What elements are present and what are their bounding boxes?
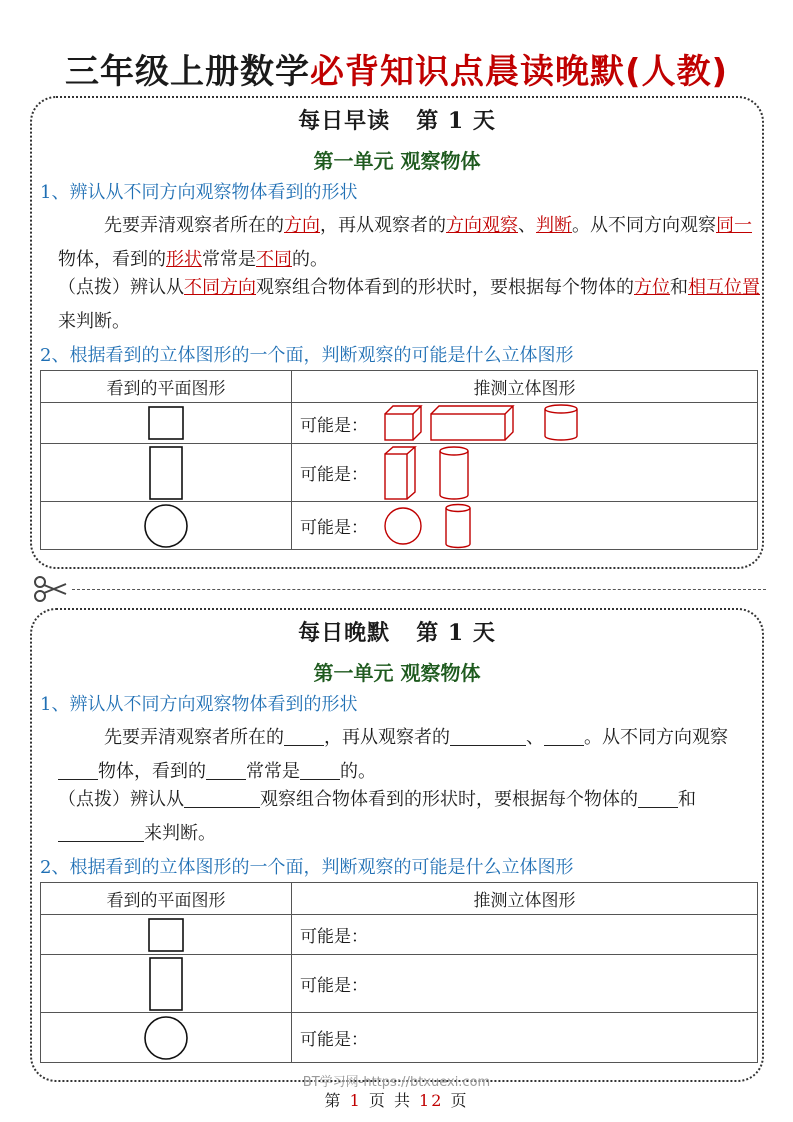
text: ，再从观察者的 — [324, 727, 450, 748]
title-red: 必背知识点晨读晚默(人教) — [309, 52, 729, 92]
morning-paragraph2 — [58, 271, 760, 339]
column-header: 推测立体图形 — [292, 371, 758, 403]
text: ，再从观察者的 — [320, 215, 446, 236]
rectangle-icon — [149, 446, 183, 500]
cube-icon — [383, 404, 423, 442]
evening-table — [40, 882, 758, 1063]
evening-section1: 1、辨认从不同方向观察物体看到的形状 — [40, 694, 358, 715]
answer-cell[interactable] — [292, 915, 758, 955]
answer: 形状 — [166, 249, 202, 270]
solid-cell — [292, 403, 758, 444]
answer: 相互位置 — [688, 277, 760, 298]
morning-paragraph1 — [58, 209, 760, 277]
evening-heading-a: 每日晚默 — [298, 620, 391, 646]
solid-cell — [292, 502, 758, 550]
morning-heading-a: 每日早读 — [298, 108, 391, 134]
solid-cell — [292, 444, 758, 502]
text: 的。 — [292, 249, 328, 270]
evening-card — [30, 608, 764, 1082]
circle-icon — [142, 1015, 190, 1061]
text: 先要弄清观察者所在的 — [104, 215, 284, 236]
evening-section2: 2、根据看到的立体图形的一个面，判断观察的可能是什么立体图形 — [40, 857, 574, 878]
plane-cell — [41, 444, 292, 502]
blank-field[interactable] — [300, 760, 340, 780]
watermark: BT学习网-https://btxuexi.com — [302, 1075, 491, 1090]
text: 来判断。 — [144, 823, 216, 844]
blank-field[interactable] — [450, 726, 526, 746]
page-indicator — [0, 1088, 793, 1111]
blank-field[interactable] — [58, 822, 144, 842]
table-row — [41, 915, 758, 955]
total-pages: 12 — [419, 1091, 444, 1110]
table-header-row — [41, 883, 758, 915]
text: 。从不同方向观察 — [584, 727, 728, 748]
cut-line — [32, 574, 766, 604]
morning-heading-b: 第 1 天 — [416, 108, 496, 134]
text: 常常是 — [202, 249, 256, 270]
plane-cell — [41, 502, 292, 550]
text: 。从不同方向观察 — [572, 215, 716, 236]
pager-pre: 第 — [324, 1091, 343, 1110]
plane-cell — [41, 955, 292, 1013]
text: 和 — [678, 789, 696, 810]
text: 物体，看到的 — [58, 249, 166, 270]
evening-unit: 第一单元 观察物体 — [313, 661, 481, 685]
table-row — [41, 502, 758, 550]
tall-cylinder-icon — [437, 445, 471, 501]
blank-field[interactable] — [544, 726, 584, 746]
square-icon — [148, 406, 184, 440]
scissors-icon — [32, 574, 68, 604]
answer: 方向 — [284, 215, 320, 236]
answer: 不同方向 — [184, 277, 256, 298]
column-header: 看到的平面图形 — [41, 883, 292, 915]
answer-cell[interactable] — [292, 1013, 758, 1063]
table-row — [41, 403, 758, 444]
blank-field[interactable] — [206, 760, 246, 780]
answer: 判断 — [536, 215, 572, 236]
sphere-icon — [383, 506, 423, 546]
blank-field[interactable] — [284, 726, 324, 746]
text: 来判断。 — [58, 311, 130, 332]
blank-field[interactable] — [184, 788, 260, 808]
dashed-divider — [72, 589, 766, 590]
table-header-row — [41, 371, 758, 403]
pager-mid: 页 共 — [368, 1091, 412, 1110]
cuboid-icon — [429, 404, 515, 442]
plane-cell — [41, 403, 292, 444]
cylinder-icon — [542, 403, 580, 443]
column-header: 推测立体图形 — [292, 883, 758, 915]
possible-label: 可能是： — [300, 927, 368, 947]
text: 物体，看到的 — [98, 761, 206, 782]
evening-heading — [32, 616, 762, 647]
text: 观察组合物体看到的形状时，要根据每个物体的 — [256, 277, 634, 298]
text: （点拨）辨认从 — [58, 789, 184, 810]
blank-field[interactable] — [58, 760, 98, 780]
text: 、 — [526, 727, 544, 748]
possible-label: 可能是： — [300, 415, 368, 436]
text: 、 — [518, 215, 536, 236]
rectangle-icon — [149, 957, 183, 1011]
answer: 同一 — [716, 215, 752, 236]
text: 观察组合物体看到的形状时，要根据每个物体的 — [260, 789, 638, 810]
text: 的。 — [340, 761, 376, 782]
square-icon — [148, 918, 184, 952]
pager-post: 页 — [450, 1091, 469, 1110]
possible-label: 可能是： — [300, 465, 368, 485]
morning-unit: 第一单元 观察物体 — [313, 149, 481, 173]
answer: 方向观察 — [446, 215, 518, 236]
evening-paragraph1 — [58, 721, 760, 789]
text: 常常是 — [246, 761, 300, 782]
blank-field[interactable] — [638, 788, 678, 808]
page-title — [0, 44, 793, 93]
answer: 方位 — [634, 277, 670, 298]
text: （点拨）辨认从 — [58, 277, 184, 298]
table-row — [41, 955, 758, 1013]
morning-section2: 2、根据看到的立体图形的一个面，判断观察的可能是什么立体图形 — [40, 345, 574, 366]
morning-section1: 1、辨认从不同方向观察物体看到的形状 — [40, 182, 358, 203]
text: 和 — [670, 277, 688, 298]
possible-label: 可能是： — [300, 518, 368, 538]
current-page: 1 — [349, 1091, 362, 1110]
evening-paragraph2 — [58, 783, 760, 851]
plane-cell — [41, 915, 292, 955]
possible-label: 可能是： — [300, 1030, 368, 1050]
morning-heading — [32, 104, 762, 135]
text: 先要弄清观察者所在的 — [104, 727, 284, 748]
morning-table — [40, 370, 758, 550]
column-header: 看到的平面图形 — [41, 371, 292, 403]
tall-cuboid-icon — [383, 445, 417, 501]
possible-label: 可能是： — [300, 976, 368, 996]
table-row — [41, 444, 758, 502]
table-row — [41, 1013, 758, 1063]
answer: 不同 — [256, 249, 292, 270]
plane-cell — [41, 1013, 292, 1063]
answer-cell[interactable] — [292, 955, 758, 1013]
circle-icon — [142, 503, 190, 549]
title-black: 三年级上册数学 — [64, 52, 310, 92]
tall-cylinder-icon — [443, 503, 477, 549]
evening-heading-b: 第 1 天 — [416, 620, 496, 646]
morning-card — [30, 96, 764, 569]
